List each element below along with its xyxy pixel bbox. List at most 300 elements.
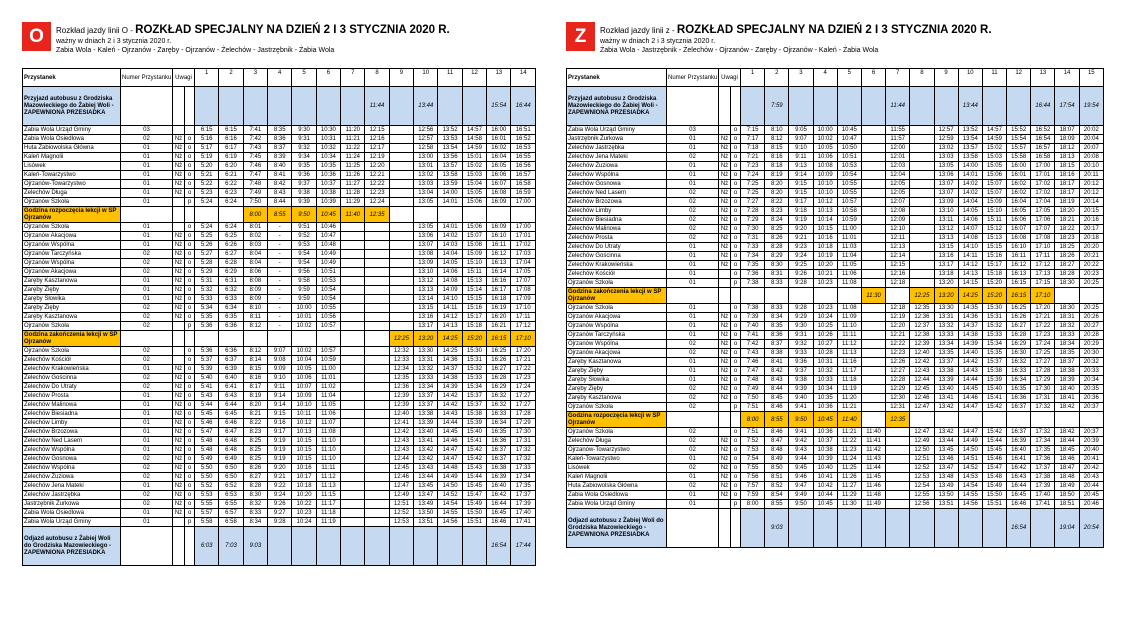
- stop-type-flag: o: [731, 358, 741, 367]
- stop-name: Ojrzanów Akacjowa: [567, 349, 667, 358]
- time-cell: 7:49: [741, 385, 765, 394]
- stop-name: Zaręby Zięby: [23, 286, 121, 295]
- stop-row: [567, 367, 1104, 376]
- time-cell: 18:42: [1055, 428, 1079, 437]
- time-cell: [837, 87, 861, 126]
- stop-name: Kaleń Magnolii: [567, 473, 667, 482]
- time-cell: [886, 500, 910, 509]
- time-cell: 9:59: [292, 295, 316, 304]
- time-cell: 20:23: [1079, 270, 1103, 279]
- time-cell: 14:13: [438, 322, 462, 331]
- time-cell: 13:13: [934, 234, 958, 243]
- empty-cell: [731, 87, 741, 126]
- time-cell: 6:57: [219, 509, 243, 518]
- time-cell: 15:57: [1007, 144, 1031, 153]
- time-cell: 17:28: [1031, 367, 1055, 376]
- time-cell: 10:10: [813, 189, 837, 198]
- time-cell: 10:21: [813, 270, 837, 279]
- time-cell: [861, 252, 885, 261]
- stop-number: 02: [667, 428, 719, 437]
- time-cell: 12:03: [886, 162, 910, 171]
- stop-number: 01: [121, 482, 173, 491]
- time-cell: 14:07: [958, 225, 982, 234]
- time-cell: 14:47: [438, 455, 462, 464]
- time-cell: 12:10: [886, 225, 910, 234]
- time-cell: 17:54: [1055, 87, 1079, 126]
- stop-number: 02: [121, 356, 173, 365]
- time-cell: 11:22: [341, 144, 365, 153]
- time-cell: 9:38: [292, 189, 316, 198]
- stop-name: Huta Żabiowolska Główna: [23, 144, 121, 153]
- time-cell: [813, 87, 837, 126]
- empty-cell: [667, 87, 719, 126]
- time-cell: 9:52: [292, 232, 316, 241]
- stop-number: 01: [121, 223, 173, 232]
- stop-type-flag: o: [731, 189, 741, 198]
- stop-type-flag: o: [185, 313, 195, 322]
- time-cell: 13:01: [414, 162, 438, 171]
- time-cell: [219, 207, 243, 223]
- time-cell: 8:43: [765, 376, 789, 385]
- time-cell: 13:42: [934, 428, 958, 437]
- time-cell: [341, 482, 365, 491]
- time-cell: 13:49: [934, 482, 958, 491]
- stop-row: [567, 473, 1104, 482]
- time-cell: [910, 225, 934, 234]
- stop-row: [567, 491, 1104, 500]
- course-number-header: 14: [511, 69, 536, 87]
- time-cell: 5:39: [195, 365, 219, 374]
- time-cell: 17:38: [1031, 473, 1055, 482]
- time-cell: [886, 482, 910, 491]
- time-cell: 17:11: [1031, 252, 1055, 261]
- time-cell: 7:43: [243, 144, 267, 153]
- time-cell: 7:48: [741, 376, 765, 385]
- stop-type-flag: o: [731, 234, 741, 243]
- request-stop-flag: Nż: [173, 162, 185, 171]
- time-cell: [861, 349, 885, 358]
- time-cell: 12:43: [910, 367, 934, 376]
- time-cell: 17:35: [511, 482, 536, 491]
- request-stop-flag: Nż: [173, 144, 185, 153]
- time-cell: [462, 527, 486, 566]
- time-cell: 12:25: [389, 331, 413, 347]
- time-cell: 10:54: [316, 286, 340, 295]
- time-cell: [365, 223, 389, 232]
- request-stop-flag: Nż: [173, 268, 185, 277]
- time-cell: 18:38: [1055, 367, 1079, 376]
- time-cell: [219, 331, 243, 347]
- time-cell: [861, 144, 885, 153]
- time-cell: 11:40: [837, 412, 861, 428]
- time-cell: 5:50: [195, 464, 219, 473]
- time-cell: 12:01: [886, 153, 910, 162]
- time-cell: 6:22: [219, 180, 243, 189]
- empty-cell: [731, 509, 741, 548]
- time-cell: 11:25: [341, 162, 365, 171]
- time-cell: 7:33: [741, 243, 765, 252]
- time-cell: 8:41: [268, 171, 292, 180]
- time-cell: [886, 288, 910, 304]
- time-cell: 8:04: [243, 259, 267, 268]
- time-cell: 17:34: [1031, 437, 1055, 446]
- empty-cell: [719, 87, 731, 126]
- time-cell: 5:44: [195, 401, 219, 410]
- time-cell: 10:30: [316, 126, 340, 135]
- time-cell: 11:21: [837, 403, 861, 412]
- time-cell: 15:30: [982, 304, 1006, 313]
- time-cell: 10:55: [837, 189, 861, 198]
- time-cell: 20:43: [1079, 473, 1103, 482]
- stop-name: Żelechów Jena Mateki: [567, 153, 667, 162]
- school-bell-label: Godzina zakończenia lekcji w SP Ojrzanów: [567, 288, 667, 304]
- time-cell: [910, 162, 934, 171]
- empty-cell: [173, 527, 185, 566]
- time-cell: 10:31: [813, 358, 837, 367]
- time-cell: 11:17: [316, 500, 340, 509]
- time-cell: 10:16: [292, 464, 316, 473]
- stop-name: Ojrzanów Wspólna: [567, 340, 667, 349]
- stop-name: Ojrzanów Wspólna: [23, 241, 121, 250]
- time-cell: [389, 268, 413, 277]
- time-cell: 14:06: [958, 216, 982, 225]
- stop-row: [567, 207, 1104, 216]
- header-row: [23, 69, 536, 87]
- time-cell: 8:51: [765, 473, 789, 482]
- time-cell: [341, 347, 365, 356]
- time-cell: [341, 304, 365, 313]
- time-cell: [389, 277, 413, 286]
- time-cell: 16:27: [487, 365, 511, 374]
- title-big: ROZKŁAD SPECJALNY NA DZIEŃ 2 I 3 STYCZNIA 2020 R.: [676, 24, 992, 36]
- stop-type-flag: p: [731, 403, 741, 412]
- time-cell: 13:02: [934, 144, 958, 153]
- time-cell: [389, 189, 413, 198]
- time-cell: 10:54: [837, 171, 861, 180]
- time-cell: 8:35: [268, 126, 292, 135]
- time-cell: 18:22: [1055, 225, 1079, 234]
- stop-type-flag: o: [731, 491, 741, 500]
- time-cell: [365, 527, 389, 566]
- stop-number: 02: [121, 268, 173, 277]
- time-cell: [341, 277, 365, 286]
- time-cell: 10:23: [813, 279, 837, 288]
- time-cell: 14:01: [958, 171, 982, 180]
- time-cell: 9:50: [789, 500, 813, 509]
- time-cell: 12:57: [934, 126, 958, 135]
- stop-name: Żelechów Krakowieńska: [23, 365, 121, 374]
- time-cell: 12:45: [389, 464, 413, 473]
- school-bell-row: [567, 412, 1104, 428]
- time-cell: 10:58: [837, 207, 861, 216]
- time-cell: 8:37: [268, 144, 292, 153]
- stop-row: [567, 135, 1104, 144]
- time-cell: 11:08: [837, 304, 861, 313]
- time-cell: [861, 367, 885, 376]
- time-cell: 17:10: [511, 304, 536, 313]
- time-cell: 12:00: [886, 144, 910, 153]
- stop-name: Żelechów Jena Mateki: [23, 482, 121, 491]
- stop-row: [567, 446, 1104, 455]
- time-cell: 10:15: [292, 446, 316, 455]
- stop-name: Żelechów Gosnowa: [567, 180, 667, 189]
- time-cell: 12:39: [910, 340, 934, 349]
- time-cell: 13:56: [438, 153, 462, 162]
- time-cell: 16:04: [1007, 198, 1031, 207]
- time-cell: 18:12: [1055, 144, 1079, 153]
- request-stop-flag: Nż: [173, 491, 185, 500]
- time-cell: [243, 87, 267, 126]
- time-cell: 11:03: [837, 243, 861, 252]
- time-cell: 15:20: [982, 288, 1006, 304]
- request-stop-flag: Nż: [719, 261, 731, 270]
- stop-number: 01: [667, 171, 719, 180]
- time-cell: 8:23: [243, 428, 267, 437]
- time-cell: [1007, 87, 1031, 126]
- time-cell: 16:28: [1007, 331, 1031, 340]
- time-cell: 18:45: [1055, 446, 1079, 455]
- time-cell: 10:32: [813, 367, 837, 376]
- time-cell: 16:36: [1007, 394, 1031, 403]
- time-cell: 7:15: [741, 126, 765, 135]
- time-cell: 16:13: [1007, 270, 1031, 279]
- time-cell: 13:54: [438, 144, 462, 153]
- time-cell: 10:05: [813, 144, 837, 153]
- course-number-header: 10: [414, 69, 438, 87]
- stop-number: 02: [121, 500, 173, 509]
- time-cell: 10:17: [292, 473, 316, 482]
- time-cell: [910, 279, 934, 288]
- time-cell: 11:40: [861, 428, 885, 437]
- stop-type-flag: o: [185, 428, 195, 437]
- time-cell: 20:20: [1079, 243, 1103, 252]
- request-stop-flag: Nż: [719, 252, 731, 261]
- time-cell: 12:28: [886, 376, 910, 385]
- stop-row: [23, 518, 536, 527]
- transfer-row: [567, 87, 1104, 126]
- time-cell: 14:10: [958, 243, 982, 252]
- stop-number: 01: [121, 180, 173, 189]
- time-cell: 16:12: [1007, 261, 1031, 270]
- time-cell: 5:57: [195, 509, 219, 518]
- time-cell: 11:24: [837, 455, 861, 464]
- course-number-header: 12: [462, 69, 486, 87]
- time-cell: 17:06: [1031, 216, 1055, 225]
- time-cell: 9:26: [268, 500, 292, 509]
- time-cell: 18:42: [1055, 403, 1079, 412]
- time-cell: 16:35: [1007, 385, 1031, 394]
- request-stop-flag: [173, 518, 185, 527]
- time-cell: [389, 527, 413, 566]
- stop-number: 01: [667, 279, 719, 288]
- time-cell: 8:26: [243, 464, 267, 473]
- stop-number: 02: [667, 153, 719, 162]
- stop-number: 02: [667, 349, 719, 358]
- time-cell: 16:44: [487, 500, 511, 509]
- stop-row: [567, 304, 1104, 313]
- time-cell: 7:18: [741, 144, 765, 153]
- time-cell: 13:38: [414, 410, 438, 419]
- request-stop-flag: [719, 279, 731, 288]
- time-cell: [389, 241, 413, 250]
- time-cell: 8:42: [765, 367, 789, 376]
- stop-number: 02: [121, 473, 173, 482]
- time-cell: 14:56: [438, 518, 462, 527]
- empty-cell: [719, 288, 731, 304]
- time-cell: [861, 189, 885, 198]
- time-cell: [741, 509, 765, 548]
- time-cell: 13:33: [934, 331, 958, 340]
- time-cell: 11:01: [837, 234, 861, 243]
- time-cell: 16:58: [1031, 153, 1055, 162]
- stop-type-flag: o: [185, 241, 195, 250]
- time-cell: 9:14: [268, 401, 292, 410]
- time-cell: 15:13: [982, 234, 1006, 243]
- stop-number: 03: [667, 126, 719, 135]
- stop-row: [567, 358, 1104, 367]
- time-cell: [268, 527, 292, 566]
- time-cell: 15:47: [982, 464, 1006, 473]
- time-cell: 15:45: [982, 446, 1006, 455]
- time-cell: 12:45: [910, 385, 934, 394]
- request-stop-flag: Nż: [173, 374, 185, 383]
- school-bell-row: [23, 207, 536, 223]
- time-cell: 7:46: [741, 358, 765, 367]
- time-cell: [365, 401, 389, 410]
- time-cell: 12:21: [365, 171, 389, 180]
- stop-name: Lisówek: [567, 464, 667, 473]
- time-cell: 13:59: [438, 180, 462, 189]
- time-cell: 10:36: [813, 428, 837, 437]
- time-cell: 20:37: [1079, 428, 1103, 437]
- stop-name: Żelechów Do Utraty: [567, 243, 667, 252]
- time-cell: 8:55: [268, 207, 292, 223]
- time-cell: [910, 135, 934, 144]
- time-cell: 7:46: [243, 162, 267, 171]
- time-cell: [438, 527, 462, 566]
- stop-name: Żelechów Wspólna: [567, 171, 667, 180]
- time-cell: -: [268, 232, 292, 241]
- time-cell: 9:38: [789, 376, 813, 385]
- time-cell: 14:36: [958, 313, 982, 322]
- stop-name: Żelechów Długa: [567, 437, 667, 446]
- time-cell: 20:22: [1079, 261, 1103, 270]
- time-cell: [365, 268, 389, 277]
- stop-row: [23, 356, 536, 365]
- time-cell: [365, 437, 389, 446]
- time-cell: [389, 144, 413, 153]
- time-cell: 15:32: [462, 365, 486, 374]
- time-cell: 14:06: [438, 268, 462, 277]
- stop-type-flag: o: [731, 385, 741, 394]
- time-cell: 16:07: [487, 180, 511, 189]
- time-cell: 20:45: [1079, 491, 1103, 500]
- time-cell: 12:11: [886, 234, 910, 243]
- empty-cell: [121, 527, 173, 566]
- time-cell: 17:29: [1031, 376, 1055, 385]
- time-cell: 12:34: [389, 365, 413, 374]
- stop-type-flag: o: [185, 259, 195, 268]
- time-cell: 14:42: [958, 358, 982, 367]
- time-cell: 14:44: [438, 419, 462, 428]
- stop-row: [23, 153, 536, 162]
- time-cell: 14:57: [982, 126, 1006, 135]
- time-cell: 8:47: [765, 437, 789, 446]
- request-stop-flag: [173, 223, 185, 232]
- time-cell: 15:38: [462, 410, 486, 419]
- time-cell: 10:14: [813, 216, 837, 225]
- request-stop-flag: Nż: [719, 322, 731, 331]
- timetable-header: [22, 18, 536, 68]
- time-cell: 15:09: [982, 198, 1006, 207]
- time-cell: 11:29: [837, 491, 861, 500]
- course-number-header: 4: [268, 69, 292, 87]
- time-cell: 7:35: [741, 261, 765, 270]
- time-cell: 10:37: [316, 180, 340, 189]
- time-cell: [365, 374, 389, 383]
- time-cell: 12:43: [389, 437, 413, 446]
- time-cell: 5:48: [195, 437, 219, 446]
- stop-name: Ojrzanów Szkoła: [23, 198, 121, 207]
- time-cell: 8:12: [243, 322, 267, 331]
- time-cell: 16:12: [487, 250, 511, 259]
- time-cell: [861, 126, 885, 135]
- stop-row: [23, 509, 536, 518]
- time-cell: [910, 126, 934, 135]
- time-cell: 17:02: [1031, 189, 1055, 198]
- stop-type-flag: o: [185, 392, 195, 401]
- time-cell: 14:02: [958, 189, 982, 198]
- time-cell: [365, 313, 389, 322]
- stop-type-flag: o: [185, 419, 195, 428]
- time-cell: [365, 286, 389, 295]
- time-cell: 15:48: [982, 473, 1006, 482]
- time-cell: 8:44: [268, 198, 292, 207]
- time-cell: 17:27: [511, 392, 536, 401]
- time-cell: 15:07: [982, 180, 1006, 189]
- time-cell: 12:23: [365, 189, 389, 198]
- stop-number: 01: [667, 331, 719, 340]
- request-stop-flag: Nż: [173, 153, 185, 162]
- time-cell: 17:12: [1031, 261, 1055, 270]
- stop-number: 01: [667, 180, 719, 189]
- time-cell: 13:09: [414, 259, 438, 268]
- stop-type-flag: o: [185, 304, 195, 313]
- time-cell: 16:42: [1007, 464, 1031, 473]
- stop-name: Ojrzanów Szkoła: [567, 428, 667, 437]
- stop-type-flag: o: [185, 356, 195, 365]
- stop-type-flag: o: [731, 437, 741, 446]
- stop-number: 02: [121, 383, 173, 392]
- stop-number: 02: [667, 189, 719, 198]
- time-cell: 8:18: [765, 162, 789, 171]
- stop-type-flag: p: [731, 500, 741, 509]
- time-cell: 20:36: [1079, 394, 1103, 403]
- time-cell: 17:40: [511, 509, 536, 518]
- stop-name: Ojrzanów Szkoła: [23, 347, 121, 356]
- time-cell: 17:28: [511, 410, 536, 419]
- time-cell: 11:43: [861, 455, 885, 464]
- time-cell: [365, 473, 389, 482]
- time-cell: 7:50: [741, 394, 765, 403]
- time-cell: [389, 162, 413, 171]
- empty-cell: [121, 207, 173, 223]
- time-cell: [243, 331, 267, 347]
- time-cell: [316, 527, 340, 566]
- time-cell: [861, 198, 885, 207]
- request-stop-flag: [719, 500, 731, 509]
- time-cell: 16:15: [1007, 279, 1031, 288]
